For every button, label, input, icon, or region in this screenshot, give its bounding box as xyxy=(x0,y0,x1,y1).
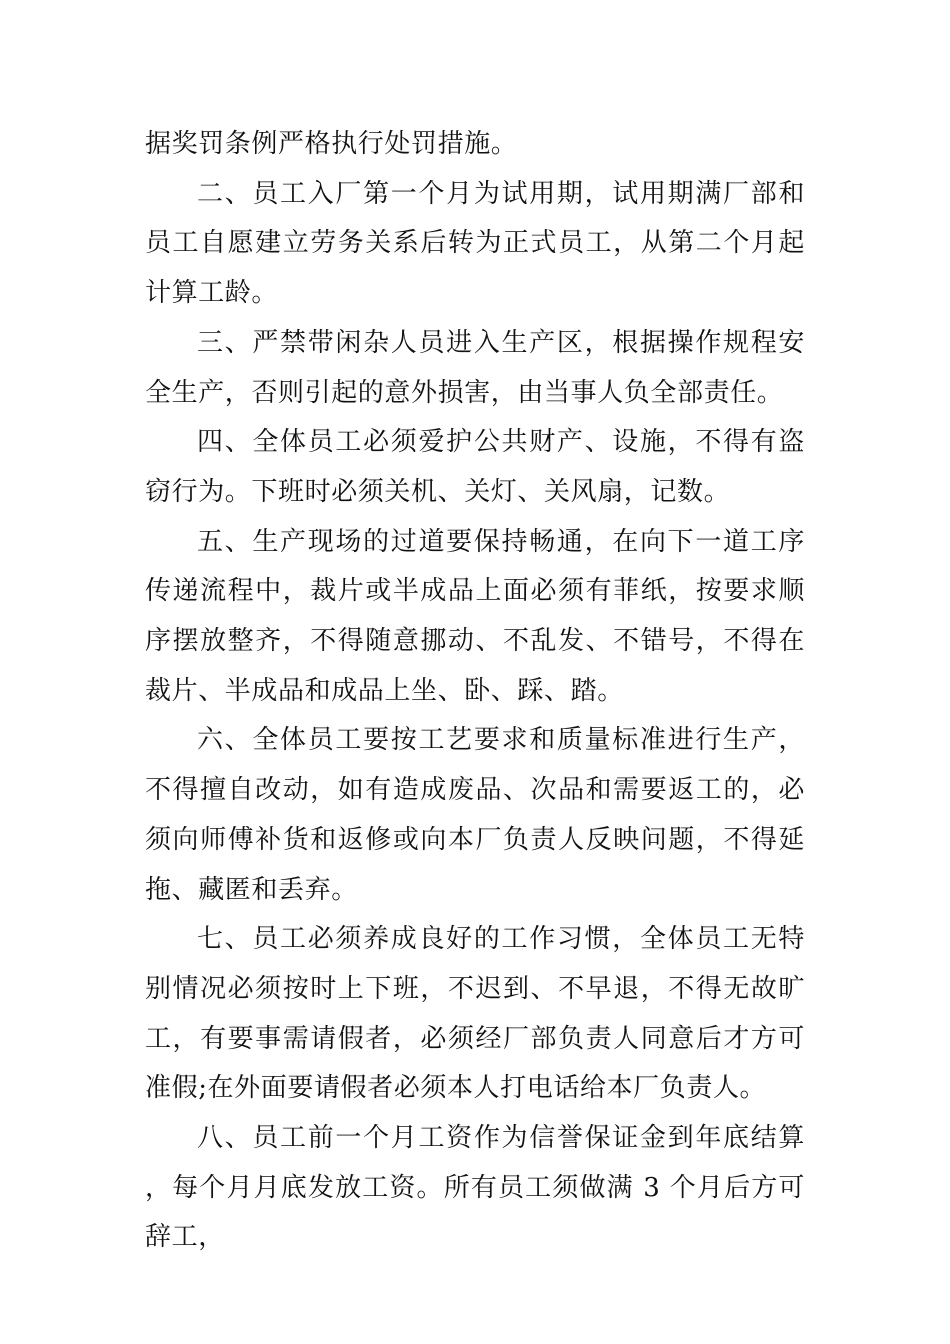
paragraph-rule-5-aisle: 五、生产现场的过道要保持畅通，在向下一道工序传递流程中，裁片或半成品上面必须有菲纸，按要求顺序摆放整齐，不得随意挪动、不乱发、不错号，不得在裁片、半成品和成品上坐、卧、踩、踏。 xyxy=(145,526,805,706)
paragraph-rule-8-wages: 八、员工前一个月工资作为信誉保证金到年底结算，每个月月底发放工资。所有员工须做满 3 个月后方可辞工， xyxy=(145,1123,805,1253)
paragraph-rule-2-probation: 二、员工入厂第一个月为试用期，试用期满厂部和员工自愿建立劳务关系后转为正式员工，从第二个月起计算工龄。 xyxy=(145,178,805,309)
paragraph-rule-3-production-area: 三、严禁带闲杂人员进入生产区，根据操作规程安全生产，否则引起的意外损害，由当事人负全部责任。 xyxy=(145,327,805,408)
paragraph-rule-6-quality: 六、全体员工要按工艺要求和质量标准进行生产，不得擅自改动，如有造成废品、次品和需要返工的，必须向师傅补货和返修或向本厂负责人反映问题，不得延拖、藏匿和丢弃。 xyxy=(145,725,805,905)
document-body xyxy=(145,120,805,1263)
paragraph-rule-7-attendance: 七、员工必须养成良好的工作习惯，全体员工无特别情况必须按时上下班，不迟到、不早退，不得无故旷工，有要事需请假者，必须经厂部负责人同意后才方可准假;在外面要请假者必须本人打电话给本厂负责人。 xyxy=(145,924,805,1104)
paragraph-penalty-continuation: 据奖罚条例严格执行处罚措施。 xyxy=(145,129,518,159)
paragraph-rule-4-public-property: 四、全体员工必须爱护公共财产、设施，不得有盗窃行为。下班时必须关机、关灯、关风扇，记数。 xyxy=(145,427,805,507)
